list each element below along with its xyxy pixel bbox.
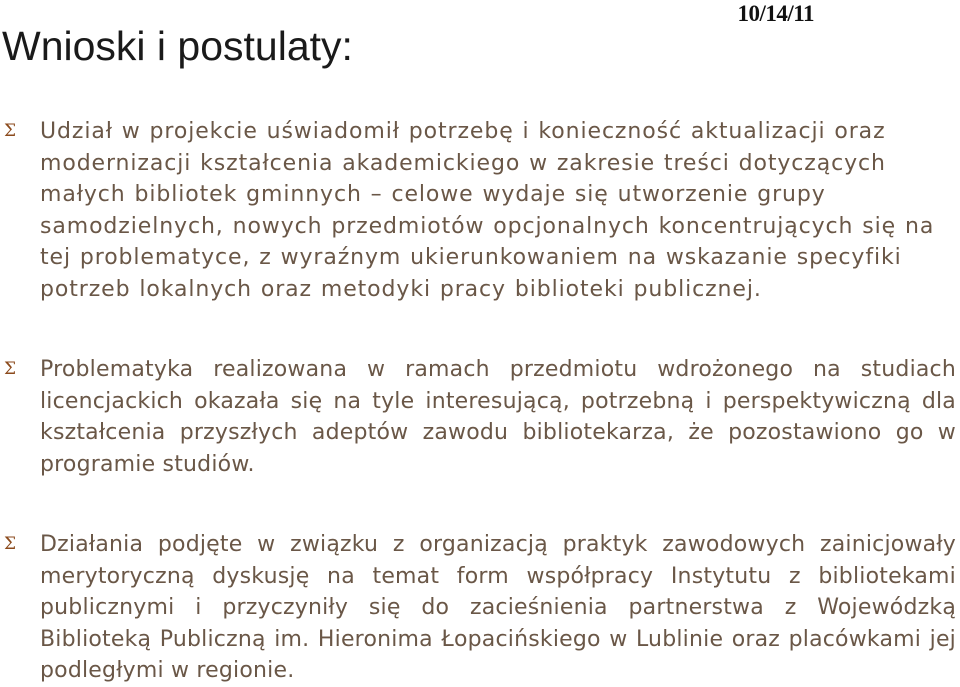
sigma-bullet-icon: Σ (4, 534, 17, 554)
bullet-text: Udział w projekcie uświadomił potrzebę i konieczność aktualizacji oraz modernizacji kształcenia akademickiego w zakresie treści dotyczących małych bibliotek gminnych – celowe wydaje się utworzenie grupy samodzielnych, nowych przedmiotów opcjonalnych koncentrujących się na tej problematyce, z wyraźnym ukierunkowaniem na wskazanie specyfiki potrzeb lokalnych oraz metodyki pracy biblioteki publicznej. (40, 119, 935, 302)
slide-date: 10/14/11 (737, 1, 814, 26)
sigma-bullet-icon: Σ (4, 359, 17, 379)
bullet-text: Problematyka realizowana w ramach przedmiotu wdrożonego na studiach licencjackich okazała się na tyle interesującą, potrzebną i perspektywiczną dla kształcenia przyszłych adeptów zawodu bibliotekarza, że pozostawiono go w programie studiów. (40, 357, 956, 477)
bullet-text: Działania podjęte w związku z organizacją praktyk zawodowych zainicjowały merytoryczną dyskusję na temat form współpracy Instytutu z bibliotekami publicznymi i przyczyniły się do zacieśnienia partnerstwa z Wojewódzką Biblioteką Publiczną im. Hieronima Łopacińskiego w Lublinie oraz placówkami jej podległymi w regionie. (40, 532, 956, 683)
slide-title: Wnioski i postulaty: (2, 23, 353, 69)
sigma-bullet-icon: Σ (4, 121, 17, 141)
